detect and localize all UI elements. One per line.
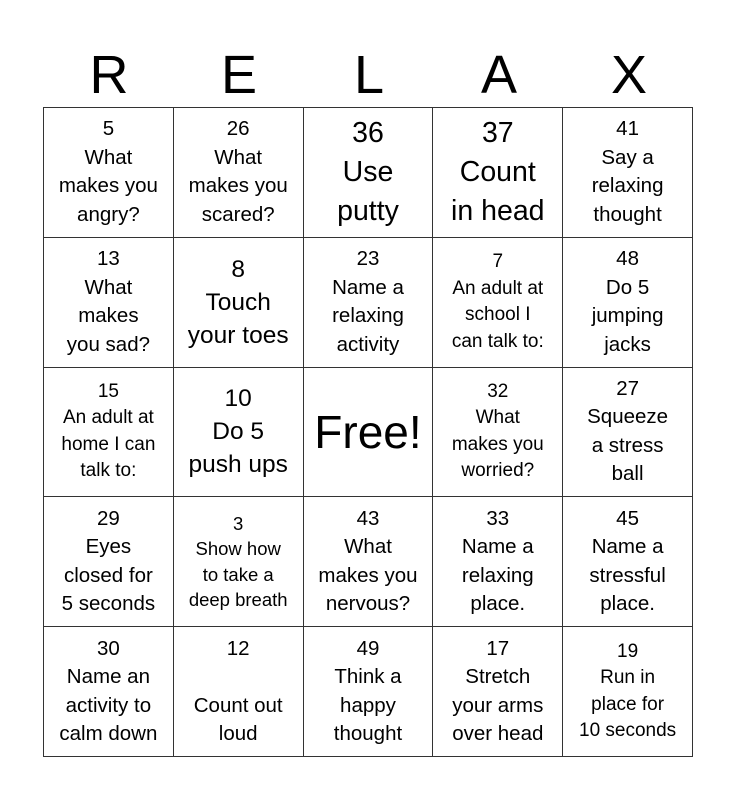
bingo-cell[interactable]	[304, 497, 434, 627]
cell-text: 8 Touch your toes	[187, 255, 289, 349]
bingo-cell[interactable]	[433, 627, 563, 757]
cell-text: 43 What makes you nervous?	[318, 506, 418, 616]
bingo-cell[interactable]	[44, 368, 174, 498]
cell-text: 15 An adult at home I can talk to:	[61, 380, 156, 482]
cell-text: 10 Do 5 push ups	[188, 385, 288, 479]
bingo-cell[interactable]	[563, 238, 693, 368]
bingo-cell[interactable]	[174, 238, 304, 368]
free-space-cell[interactable]	[304, 368, 434, 498]
bingo-cell[interactable]	[563, 368, 693, 498]
header-letter-l: L	[353, 45, 385, 105]
cell-text: 32 What makes you worried?	[451, 380, 544, 482]
bingo-cell[interactable]	[174, 368, 304, 498]
bingo-cell[interactable]	[433, 108, 563, 238]
bingo-cell[interactable]	[304, 627, 434, 757]
cell-text: 49 Think a happy thought	[333, 636, 403, 746]
bingo-cell[interactable]	[174, 108, 304, 238]
cell-text: 37 Count in head	[451, 116, 545, 227]
cell-text: 36 Use putty	[337, 116, 399, 227]
bingo-cell[interactable]	[563, 627, 693, 757]
bingo-cell[interactable]	[44, 627, 174, 757]
bingo-cell[interactable]	[174, 627, 304, 757]
cell-text: 23 Name a relaxing activity	[332, 247, 404, 356]
header-letter-a: A	[480, 45, 518, 105]
cell-text: 29 Eyes closed for 5 seconds	[61, 506, 156, 616]
header-letter-e: E	[220, 45, 258, 105]
bingo-cell[interactable]	[304, 238, 434, 368]
bingo-cell[interactable]	[44, 108, 174, 238]
bingo-cell[interactable]	[433, 497, 563, 627]
bingo-header	[44, 44, 694, 106]
cell-text: 17 Stretch your arms over head	[452, 636, 544, 746]
cell-text: 7 An adult at school I can talk to:	[451, 251, 544, 352]
header-letter-r: R	[89, 45, 129, 105]
cell-text: 41 Say a relaxing thought	[591, 117, 664, 226]
cell-text: 45 Name a stressful place.	[589, 506, 666, 616]
cell-text: 33 Name a relaxing place.	[461, 506, 534, 616]
cell-text: 26 What makes you scared?	[188, 117, 288, 226]
cell-text: 30 Name an activity to calm down	[59, 636, 158, 746]
bingo-card-grid	[43, 107, 693, 757]
cell-text: 48 Do 5 jumping jacks	[591, 247, 664, 356]
bingo-cell[interactable]	[44, 497, 174, 627]
cell-text: 27 Squeeze a stress ball	[587, 376, 669, 486]
bingo-cell[interactable]	[433, 238, 563, 368]
cell-text: 13 What makes you sad?	[66, 247, 150, 356]
cell-text: 19 Run in place for 10 seconds	[579, 640, 677, 742]
cell-text: 12 Count out loud	[193, 636, 283, 746]
bingo-cell[interactable]	[563, 108, 693, 238]
bingo-cell[interactable]	[433, 368, 563, 498]
cell-text: 3 Show how to take a deep breath	[188, 512, 288, 611]
free-space-label: Free!	[314, 405, 422, 458]
bingo-cell[interactable]	[44, 238, 174, 368]
header-letter-x: X	[610, 45, 648, 105]
bingo-cell[interactable]	[174, 497, 304, 627]
cell-text: 5 What makes you angry?	[58, 117, 158, 226]
bingo-cell[interactable]	[563, 497, 693, 627]
bingo-cell[interactable]	[304, 108, 434, 238]
